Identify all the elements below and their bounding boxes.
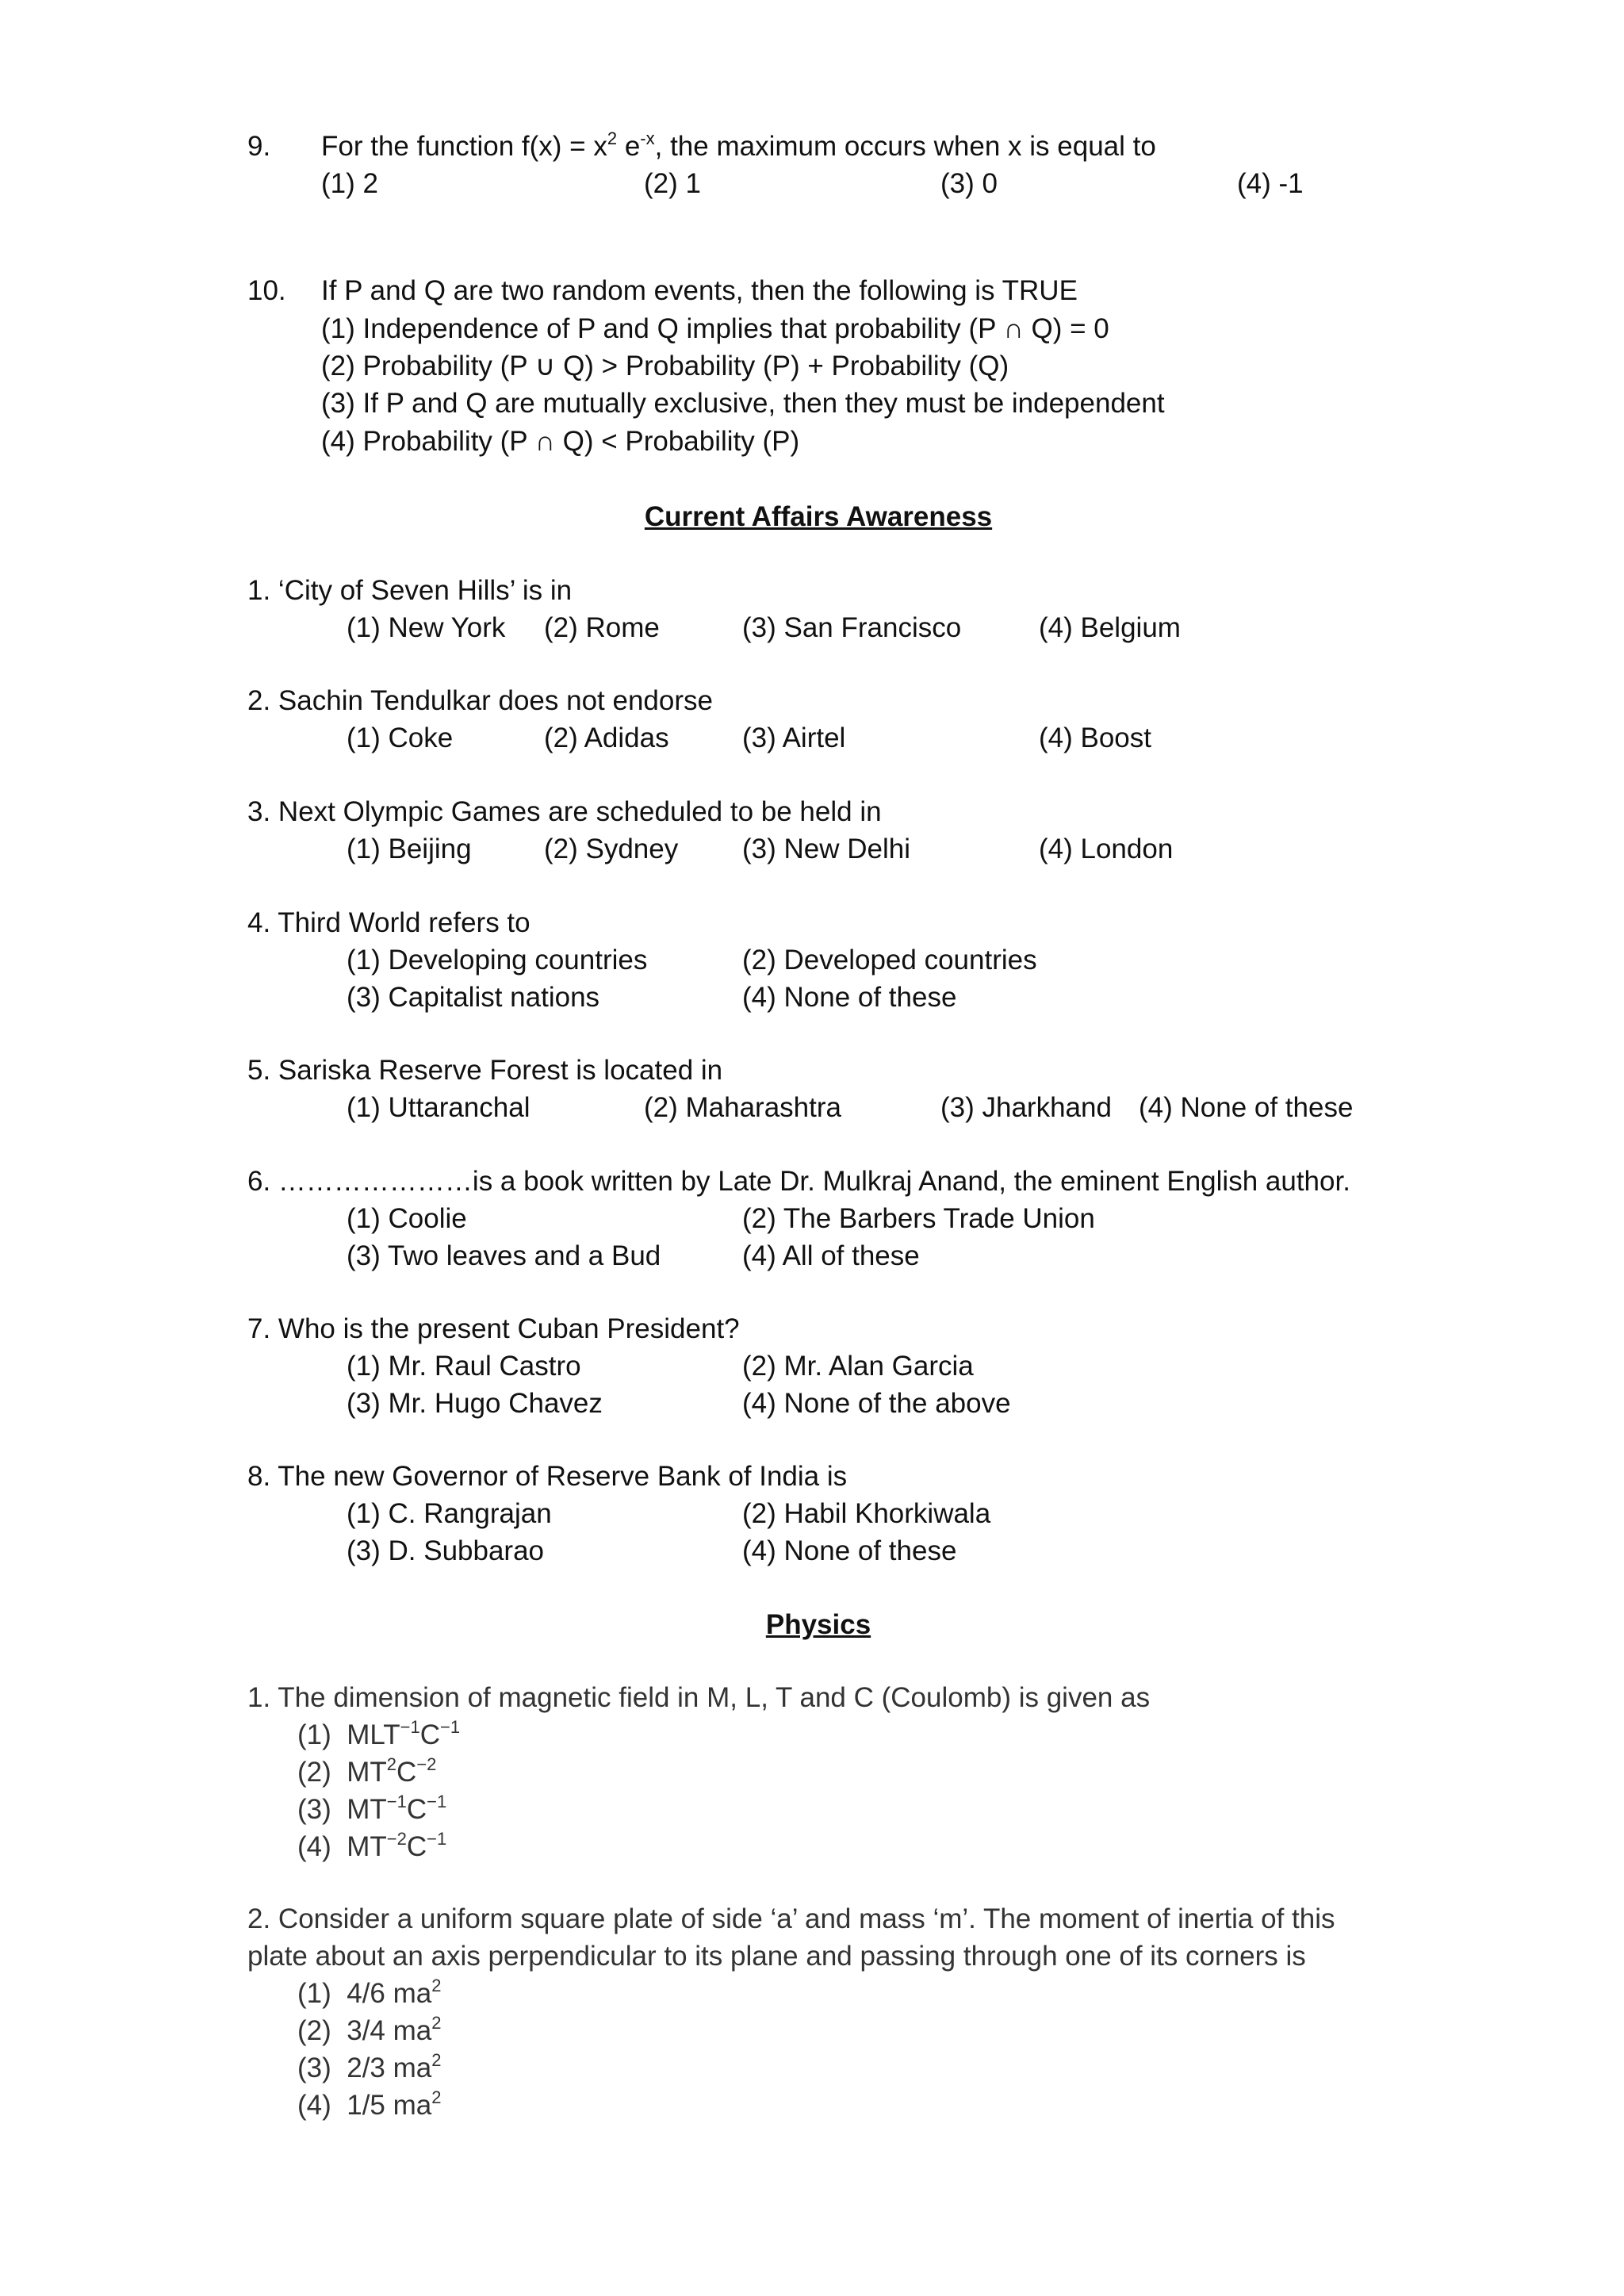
question-stem: 6. …………………is a book written by Late Dr. Mulkraj Anand, the eminent English author. bbox=[247, 1166, 1350, 1197]
option: (4) Boost bbox=[1039, 723, 1151, 753]
option: (2) Adidas bbox=[544, 723, 669, 753]
option: (1) 2 bbox=[321, 168, 378, 199]
option: (4) 1/5 $ma^2$ bbox=[297, 2087, 442, 2121]
option: (2) $MT^2C^{-2}$ bbox=[297, 1754, 437, 1788]
section-heading: Current Affairs Awareness bbox=[644, 501, 993, 532]
question-stem: plate about an axis perpendicular to its plane and passing through one of its corners is bbox=[247, 1941, 1306, 1972]
option: (4) None of these bbox=[1139, 1092, 1354, 1123]
stem-text: e bbox=[617, 131, 641, 162]
option: (3) Capitalist nations bbox=[347, 982, 600, 1013]
option: (1) Coke bbox=[347, 723, 454, 753]
option: (1) Mr. Raul Castro bbox=[347, 1351, 581, 1382]
superscript: 2 bbox=[607, 128, 618, 148]
option: (1) $MLT^{-1}C^{-1}$ bbox=[297, 1717, 461, 1750]
option: (3) If P and Q are mutually exclusive, then they must be independent bbox=[321, 388, 1165, 419]
option: (3) San Francisco bbox=[742, 612, 962, 643]
option: (4) None of the above bbox=[742, 1388, 1011, 1419]
option: (2) Rome bbox=[544, 612, 660, 643]
option: (4) $MT^{-2}C^{-1}$ bbox=[297, 1829, 447, 1862]
option: (3) 0 bbox=[940, 168, 998, 199]
question-stem: 5. Sariska Reserve Forest is located in bbox=[247, 1055, 723, 1086]
question-stem: 7. Who is the present Cuban President? bbox=[247, 1313, 740, 1344]
option: (1) New York bbox=[347, 612, 506, 643]
option: (3) D. Subbarao bbox=[347, 1535, 545, 1566]
option: (1) Beijing bbox=[347, 834, 472, 864]
option: (1) Independence of P and Q implies that probability (P ∩ Q) = 0 bbox=[321, 313, 1109, 344]
option: (4) None of these bbox=[742, 1535, 957, 1566]
option: (2) 1 bbox=[644, 168, 701, 199]
question-number: 10. bbox=[247, 275, 286, 306]
option: (2) Probability (P ∪ Q) > Probability (P) + Probability (Q) bbox=[321, 351, 1009, 381]
option: (4) Probability (P ∩ Q) < Probability (P) bbox=[321, 426, 800, 457]
option: (2) Maharashtra bbox=[644, 1092, 841, 1123]
question-number: 9. bbox=[247, 131, 271, 162]
option: (2) Developed countries bbox=[742, 945, 1037, 976]
option: (2) The Barbers Trade Union bbox=[742, 1203, 1095, 1234]
option: (1) 4/6 $ma^2$ bbox=[297, 1976, 442, 2009]
question-stem bbox=[321, 129, 1156, 167]
option: (2) Habil Khorkiwala bbox=[742, 1498, 991, 1529]
option: (3) 2/3 $ma^2$ bbox=[297, 2050, 442, 2083]
question-stem: 1. ‘City of Seven Hills’ is in bbox=[247, 575, 573, 606]
option: (1) C. Rangrajan bbox=[347, 1498, 552, 1529]
option: (4) Belgium bbox=[1039, 612, 1181, 643]
option: (2) Mr. Alan Garcia bbox=[742, 1351, 974, 1382]
option: (2) Sydney bbox=[544, 834, 679, 864]
question-stem: 2. Sachin Tendulkar does not endorse bbox=[247, 685, 713, 716]
option: (1) Coolie bbox=[347, 1203, 467, 1234]
superscript: -x bbox=[640, 128, 655, 148]
option: (4) None of these bbox=[742, 982, 957, 1013]
option: (3) New Delhi bbox=[742, 834, 910, 864]
option: (4) London bbox=[1039, 834, 1174, 864]
question-stem: 8. The new Governor of Reserve Bank of India is bbox=[247, 1461, 848, 1492]
question-stem: 3. Next Olympic Games are scheduled to be held in bbox=[247, 796, 882, 827]
option: (1) Uttaranchal bbox=[347, 1092, 530, 1123]
stem-text: , the maximum occurs when x is equal to bbox=[654, 131, 1156, 162]
option: (3) Mr. Hugo Chavez bbox=[347, 1388, 603, 1419]
option: (3) Airtel bbox=[742, 723, 846, 753]
question-stem: If P and Q are two random events, then the following is TRUE bbox=[321, 275, 1078, 306]
option: (3) Jharkhand bbox=[940, 1092, 1112, 1123]
option: (4) All of these bbox=[742, 1240, 920, 1271]
question-stem: 4. Third World refers to bbox=[247, 907, 530, 938]
section-heading: Physics bbox=[765, 1609, 871, 1640]
option: (4) -1 bbox=[1237, 168, 1304, 199]
option: (2) 3/4 $ma^2$ bbox=[297, 2013, 442, 2046]
question-stem: 1. The dimension of magnetic field in M, L, T and C (Coulomb) is given as bbox=[247, 1682, 1151, 1713]
question-stem: 2. Consider a uniform square plate of side ‘a’ and mass ‘m’. The moment of inertia of this bbox=[247, 1903, 1335, 1934]
stem-text: For the function f(x) = x bbox=[321, 131, 607, 162]
option: (3) $MT^{-1}C^{-1}$ bbox=[297, 1792, 447, 1825]
option: (1) Developing countries bbox=[347, 945, 648, 976]
option: (3) Two leaves and a Bud bbox=[347, 1240, 661, 1271]
